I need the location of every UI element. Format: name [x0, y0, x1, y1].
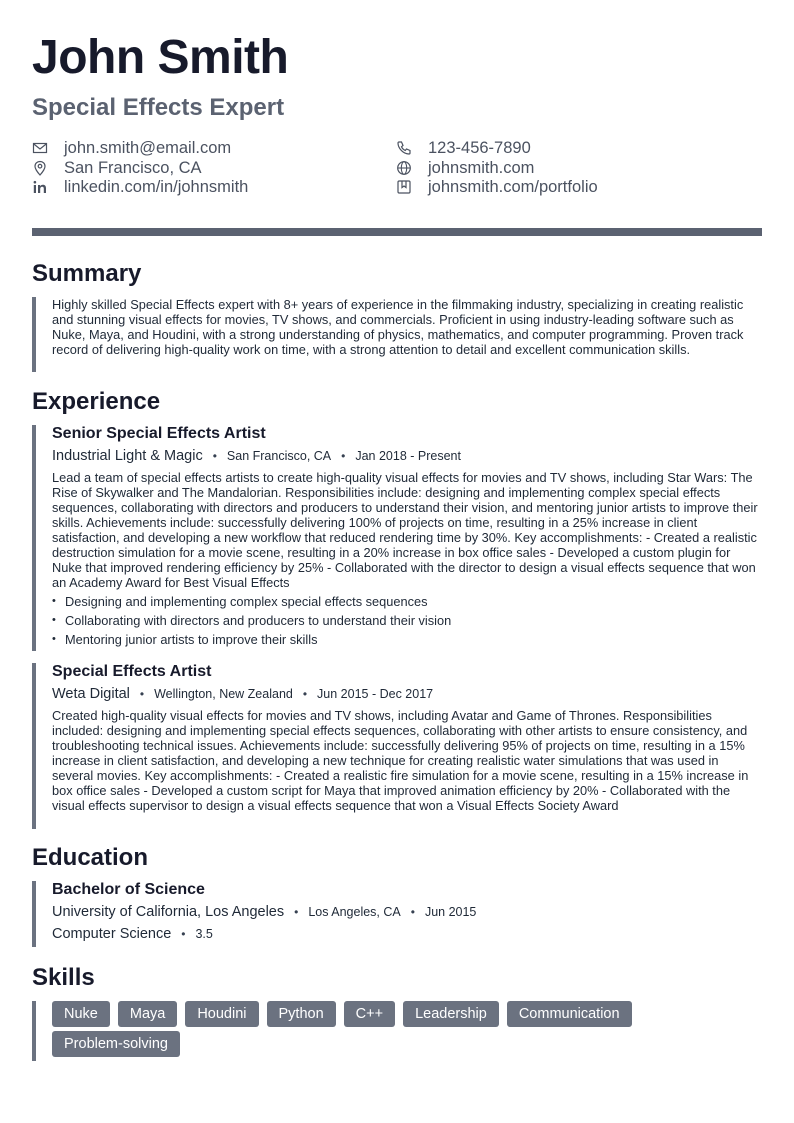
skill-chip: Maya	[118, 1001, 177, 1027]
contact-website[interactable]	[396, 158, 534, 178]
phone-icon	[396, 140, 412, 156]
skill-chip: Communication	[507, 1001, 632, 1027]
globe-icon	[396, 160, 412, 176]
skills-accent-bar	[32, 1001, 36, 1061]
website-text[interactable]: johnsmith.com	[428, 158, 535, 177]
skill-chip: Houdini	[185, 1001, 258, 1027]
separator-dot: •	[139, 687, 145, 701]
job-1-title: Senior Special Effects Artist	[52, 425, 266, 442]
job-1-dates: Jan 2018 - Present	[355, 449, 461, 463]
header-divider	[32, 228, 762, 236]
linkedin-text[interactable]: linkedin.com/in/johnsmith	[64, 177, 249, 196]
contact-location	[32, 158, 202, 178]
phone-text[interactable]: 123-456-7890	[428, 138, 531, 157]
email-icon	[32, 140, 48, 156]
job-2-meta	[52, 686, 433, 702]
separator-dot: •	[181, 927, 186, 941]
job-2-location: Wellington, New Zealand	[154, 687, 293, 701]
job-1-accent-bar	[32, 425, 36, 651]
job-2-title: Special Effects Artist	[52, 663, 212, 680]
job-2-description: Created high-quality visual effects for movies and TV shows, including Avatar and Game of Thrones. Responsibilities included: designing and implementing special effects sequences, collaborating with other artists to ensure consistency, and troubleshooting technical issues. Achievements include: successfully delivering 95% of projects on time, resulting in a 15% increase in client satisfaction, and developing a new technique for creating realistic water simulations that was used in several movies. Key accomplishments: - Created a realistic fire simulation for a movie scene, resulting in a 15% increase in box office sales - Developed a custom script for Maya that improved animation efficiency by 20% - Collaborated with the visual effects supervisor to design a visual effects sequence that won a Visual Effects Society Award	[52, 708, 749, 813]
skills-heading: Skills	[32, 964, 95, 991]
portfolio-icon	[396, 179, 412, 195]
contact-linkedin[interactable]	[32, 177, 248, 197]
portfolio-text[interactable]: johnsmith.com/portfolio	[428, 177, 598, 196]
location-text: San Francisco, CA	[64, 158, 202, 177]
skill-chip: Nuke	[52, 1001, 110, 1027]
list-item: • Mentoring junior artists to improve their skills	[52, 630, 762, 649]
separator-dot: •	[341, 449, 346, 463]
contact-phone[interactable]	[396, 138, 531, 158]
job-1-location: San Francisco, CA	[226, 449, 332, 463]
separator-dot: •	[410, 905, 415, 919]
candidate-name: John Smith	[32, 31, 289, 84]
separator-dot: •	[212, 449, 217, 463]
skill-chip: Leadership	[403, 1001, 499, 1027]
experience-heading: Experience	[32, 388, 161, 415]
email-text[interactable]: john.smith@email.com	[64, 138, 232, 157]
summary-accent-bar	[32, 297, 36, 372]
job-2-dates: Jun 2015 - Dec 2017	[317, 687, 434, 701]
linkedin-icon	[32, 179, 48, 195]
education-meta	[52, 904, 476, 920]
education-gpa: 3.5	[195, 927, 213, 941]
skills-list	[52, 1001, 742, 1057]
education-field-row	[52, 926, 213, 942]
location-pin-icon	[32, 160, 48, 176]
education-degree: Bachelor of Science	[52, 881, 205, 898]
candidate-title: Special Effects Expert	[32, 94, 285, 121]
summary-text: Highly skilled Special Effects expert with 8+ years of experience in the filmmaking industry, specializing in creating realistic and stunning visual effects for movies, TV shows, and commercials. Proficient in using industry-leading software such as Nuke, Maya, and Houdini, with a strong understanding of physics, mathematics, and computer programming. Proven track record of delivering high-quality work on time, with a strong attention to detail and excellent communication skills.	[52, 297, 744, 357]
job-2-company: Weta Digital	[52, 686, 130, 702]
education-date: Jun 2015	[424, 905, 477, 919]
separator-dot: •	[294, 905, 299, 919]
contact-email[interactable]	[32, 138, 231, 158]
list-item: • Collaborating with directors and producers to understand their vision	[52, 611, 762, 630]
skill-chip: Problem-solving	[52, 1031, 180, 1057]
summary-heading: Summary	[32, 260, 142, 287]
job-1-meta	[52, 448, 461, 464]
education-accent-bar	[32, 881, 36, 947]
education-heading: Education	[32, 844, 149, 871]
skill-chip: Python	[267, 1001, 336, 1027]
education-school: University of California, Los Angeles	[52, 904, 285, 920]
job-1-bullets	[52, 592, 762, 649]
education-field: Computer Science	[52, 926, 172, 942]
job-1-description: Lead a team of special effects artists to create high-quality visual effects for movies and TV shows, including Star Wars: The Rise of Skywalker and The Mandalorian. Responsibilities include: designing and implementing complex special effects sequences, collaborating with directors and producers to understand their vision, and mentoring junior artists to improve their skills. Achievements include: successfully delivering 100% of projects on time, resulting in a 25% increase in client satisfaction, and developing a new workflow that reduced rendering time by 30%. Key accomplishments: - Created a realistic destruction simulation for a movie scene, resulting in a 20% increase in box office sales - Developed a custom plugin for Nuke that improved rendering efficiency by 25% - Collaborated with the director to design a visual effects sequence that won an Academy Award for Best Visual Effects	[52, 470, 758, 590]
skill-chip: C++	[344, 1001, 395, 1027]
contact-portfolio[interactable]	[396, 177, 598, 197]
job-1-company: Industrial Light & Magic	[52, 448, 203, 464]
education-location: Los Angeles, CA	[308, 905, 401, 919]
separator-dot: •	[302, 687, 308, 701]
job-2-accent-bar	[32, 663, 36, 829]
list-item: • Designing and implementing complex special effects sequences	[52, 592, 762, 611]
